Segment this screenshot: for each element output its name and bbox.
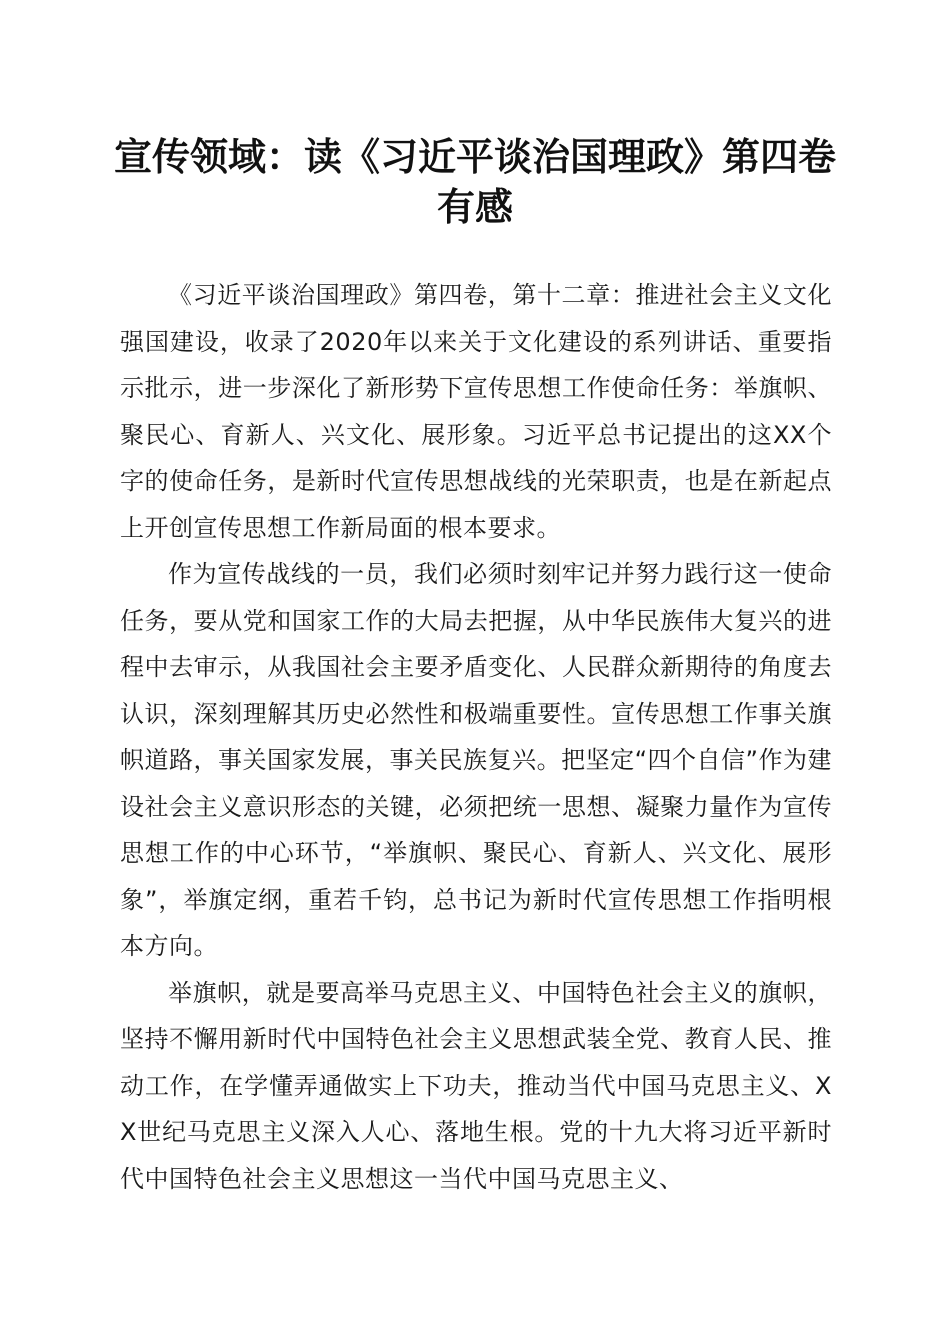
paragraph-1: 《习近平谈治国理政》第四卷，第十二章：推进社会主义文化强国建设，收录了2020年以来关于文化建设的系列讲话、重要指示批示，进一步深化了新形势下宣传思想工作使命任务：举旗帜、聚民心、育新人、兴文化、展形象。习近平总书记提出的这XX个字的使命任务，是新时代宣传思想战线的光荣职责，也是在新起点上开创宣传思想工作新局面的根本要求。 [120,281,832,542]
paragraph-3: 举旗帜，就是要高举马克思主义、中国特色社会主义的旗帜，坚持不懈用新时代中国特色社会主义思想武装全党、教育人民、推动工作，在学懂弄通做实上下功夫，推动当代中国马克思主义、XX世纪马克思主义深入人心、落地生根。党的十九大将习近平新时代中国特色社会主义思想这一当代中国马克思主义、 [120,978,832,1193]
document-title: 宣传领域：读《习近平谈治国理政》第四卷有感 [113,134,836,229]
document-body [120,272,832,1202]
paragraph-2: 作为宣传战线的一员，我们必须时刻牢记并努力践行这一使命任务，要从党和国家工作的大局去把握，从中华民族伟大复兴的进程中去审示，从我国社会主要矛盾变化、人民群众新期待的角度去认识，深刻理解其历史必然性和极端重要性。宣传思想工作事关旗帜道路，事关国家发展，事关民族复兴。把坚定“四个自信”作为建设社会主义意识形态的关键，必须把统一思想、凝聚力量作为宣传思想工作的中心环节，“举旗帜、聚民心、育新人、兴文化、展形象”，举旗定纲，重若千钧，总书记为新时代宣传思想工作指明根本方向。 [120,560,832,960]
